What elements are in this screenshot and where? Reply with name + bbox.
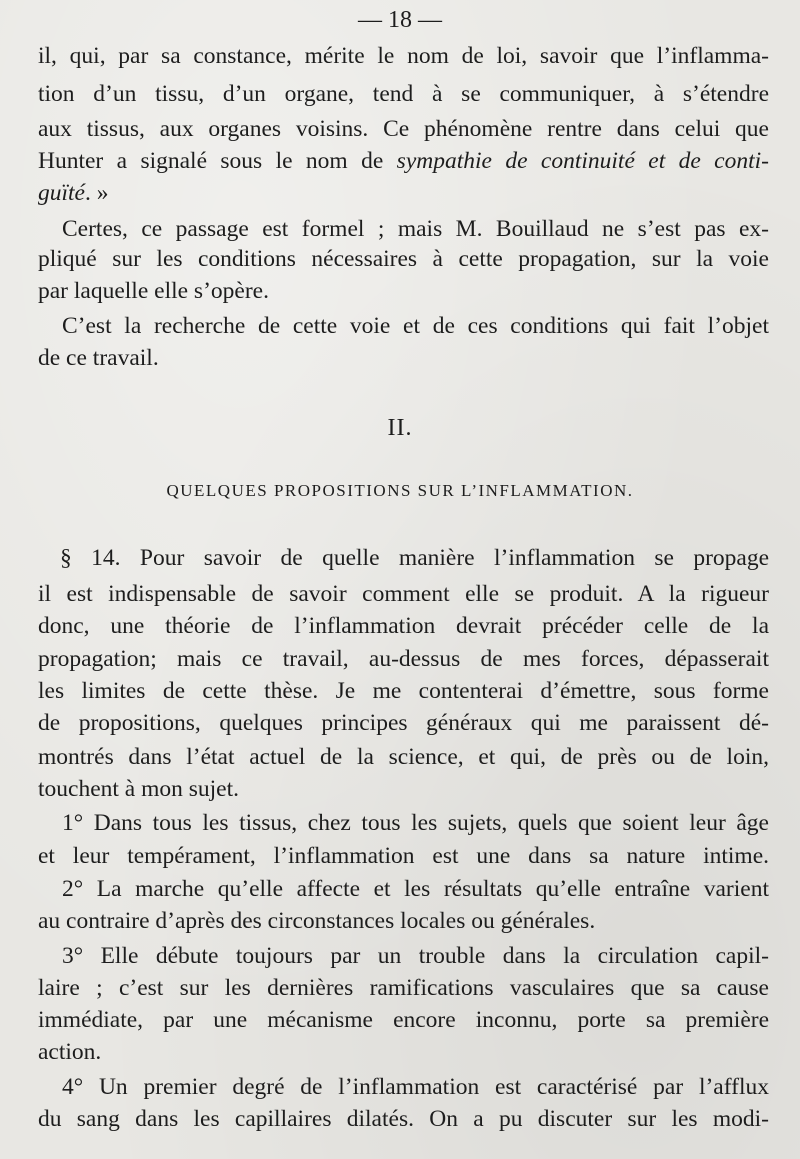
text-line: de propositions, quelques principes généraux qui me paraissent dé-: [38, 710, 769, 736]
text-line: 2° La marche qu’elle affecte et les résultats qu’elle entraîne varient: [62, 876, 769, 902]
text-line: Certes, ce passage est formel ; mais M. Bouillaud ne s’est pas ex-: [62, 216, 769, 242]
text-line: pliqué sur les conditions nécessaires à cette propagation, sur la voie: [38, 246, 769, 272]
text-line: C’est la recherche de cette voie et de ces conditions qui fait l’objet: [62, 313, 769, 339]
text-line: montrés dans l’état actuel de la science, et qui, de près ou de loin,: [38, 744, 769, 770]
text-line: [38, 177, 769, 209]
text-line: aux tissus, aux organes voisins. Ce phénomène rentre dans celui que: [38, 116, 769, 142]
section-number: II.: [387, 415, 413, 441]
italic-fragment: sympathie de continuité et de conti-: [396, 148, 769, 174]
text-line: [38, 145, 769, 177]
text-line: § 14. Pour savoir de quelle manière l’inflammation se propage: [60, 545, 769, 571]
text-line: 1° Dans tous les tissus, chez tous les sujets, quels que soient leur âge: [62, 810, 769, 836]
text-line: laire ; c’est sur les dernières ramifications vasculaires que sa cause: [38, 975, 769, 1001]
text-line: par laquelle elle s’opère.: [38, 278, 269, 304]
text-line: et leur tempérament, l’inflammation est une dans sa nature intime.: [38, 843, 769, 869]
text-line: il, qui, par sa constance, mérite le nom de loi, savoir que l’inflamma-: [38, 43, 769, 69]
text-line: 4° Un premier degré de l’inflammation est caractérisé par l’afflux: [62, 1074, 769, 1100]
text-line: il est indispensable de savoir comment elle se produit. A la rigueur: [38, 581, 769, 607]
section-title: QUELQUES PROPOSITIONS SUR L’INFLAMMATION.: [166, 481, 634, 500]
text-line: action.: [38, 1039, 102, 1065]
text-line: du sang dans les capillaires dilatés. On a pu discuter sur les modi-: [38, 1106, 769, 1132]
text-line: de ce travail.: [38, 345, 159, 371]
text-line: 3° Elle débute toujours par un trouble dans la circulation capil-: [62, 943, 769, 969]
text-line: les limites de cette thèse. Je me contenterai d’émettre, sous forme: [38, 678, 769, 704]
text-line: au contraire d’après des circonstances locales ou générales.: [38, 908, 596, 934]
text-line: propagation; mais ce travail, au-dessus de mes forces, dépasserait: [38, 646, 769, 672]
page-number: — 18 —: [358, 7, 442, 33]
text-fragment: . »: [85, 180, 109, 206]
text-line: touchent à mon sujet.: [38, 776, 240, 802]
text-line: tion d’un tissu, d’un organe, tend à se communiquer, à s’étendre: [38, 81, 769, 107]
text-line: immédiate, par une mécanisme encore inconnu, porte sa première: [38, 1007, 769, 1033]
text-fragment: Hunter a signalé sous le nom de: [38, 148, 397, 174]
text-line: donc, une théorie de l’inflammation devrait précéder celle de la: [38, 613, 769, 639]
italic-fragment: guïté: [38, 180, 85, 206]
